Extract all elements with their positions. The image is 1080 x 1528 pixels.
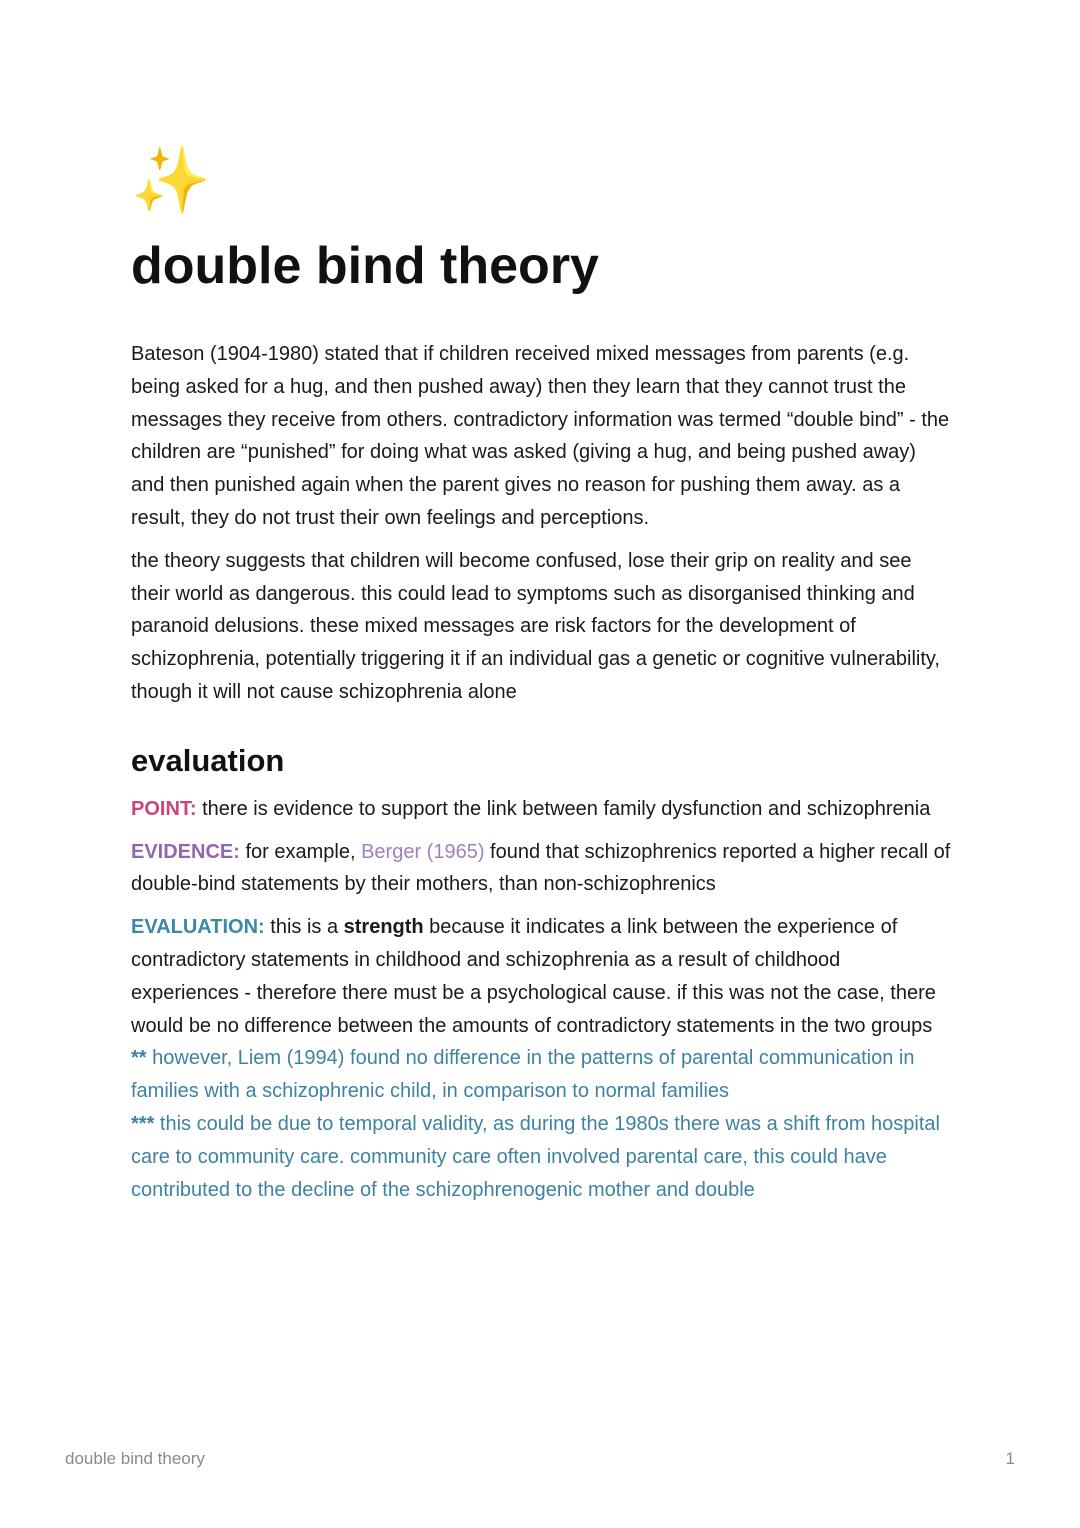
note-mark: ** <box>131 1047 147 1070</box>
evaluation-text: this is a <box>264 916 344 939</box>
paragraph: the theory suggests that children will become confused, lose their grip on reality and see their world as dangerous. this could lead to symptoms such as disorganised thinking and paranoid delusions. these mixed messages are risk factors for the development of schizophrenia, potentially triggering it if an individual gas a genetic or cognitive vulnerability, though it will not cause schizophrenia alone <box>131 549 940 703</box>
point-paragraph <box>131 793 951 826</box>
document-page <box>131 140 951 1206</box>
note-paragraph <box>131 1042 951 1108</box>
note-mark: *** <box>131 1112 155 1135</box>
note-text: however, Liem (1994) found no difference in the patterns of parental communication in families with a schizophrenic child, in comparison to normal families <box>131 1047 915 1103</box>
strength-bold: strength <box>343 916 424 939</box>
note-paragraph <box>131 1108 951 1206</box>
note-text: this could be due to temporal validity, as during the 1980s there was a shift from hospital care to community care. community care often involved parental care, this could have contributed to the decline of the schizophrenogenic mother and double <box>131 1112 940 1201</box>
citation: Berger (1965) <box>361 840 485 863</box>
page-title: double bind theory <box>131 237 599 295</box>
paragraph: Bateson (1904-1980) stated that if children received mixed messages from parents (e.g. being asked for a hug, and then pushed away) then they learn that they cannot trust the messages they receive from others. contradictory information was termed “double bind” - the children are “punished” for doing what was asked (giving a hug, and being pushed away) and then punished again when the parent gives no reason for pushing them away. as a result, they do not trust their own feelings and perceptions. <box>131 343 950 529</box>
page-number: 1 <box>1005 1449 1015 1468</box>
evaluation-text: because it indicates a link between the experience of contradictory statements in childhood and schizophrenia as a result of childhood experiences - therefore there must be a psychological cause. if this was not the case, there would be no difference between the amounts of contradictory statements in the two groups <box>131 916 936 1037</box>
point-text: there is evidence to support the link between family dysfunction and schizophrenia <box>196 797 931 820</box>
section-heading: evaluation <box>131 742 285 778</box>
sparkles-icon: ✨ <box>131 144 211 216</box>
evidence-text: found that schizophrenics reported a higher recall of double-bind statements by their mothers, than non-schizophrenics <box>131 840 951 896</box>
evidence-text: for example, <box>239 840 362 863</box>
evaluation-paragraph <box>131 911 951 1042</box>
evidence-paragraph <box>131 836 951 902</box>
evaluation-label: EVALUATION: <box>131 916 265 939</box>
footer-title: double bind theory <box>65 1449 205 1468</box>
point-label: POINT: <box>131 797 197 820</box>
evidence-label: EVIDENCE: <box>131 840 240 863</box>
